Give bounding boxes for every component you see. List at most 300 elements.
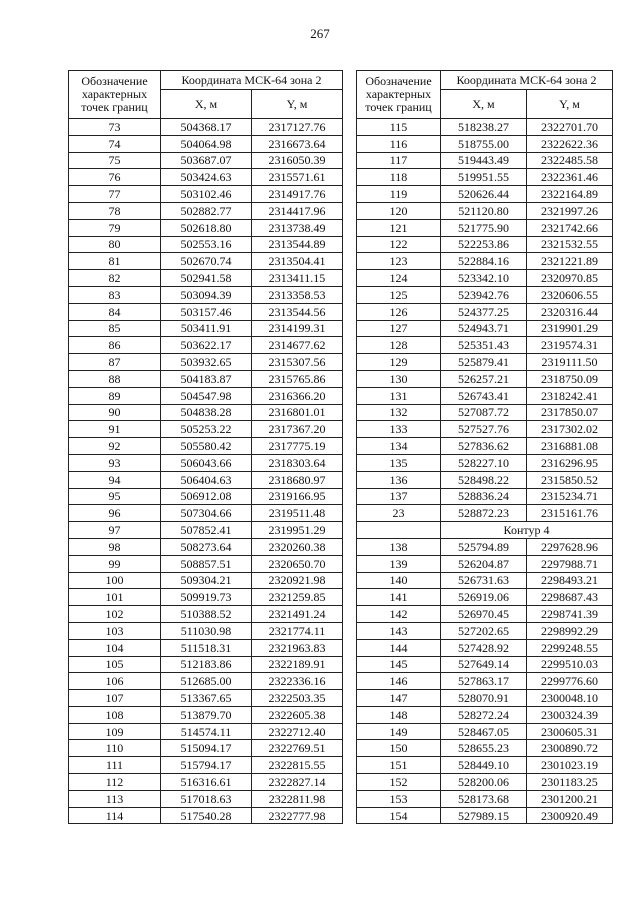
x-value: 503424.63: [161, 169, 252, 186]
table-row: [69, 286, 343, 303]
y-value: 2314417.96: [252, 202, 343, 219]
y-value: 2298741.39: [527, 606, 613, 623]
table-row: [357, 774, 613, 791]
x-value: 527428.92: [441, 639, 527, 656]
y-value: 2313738.49: [252, 219, 343, 236]
y-value: 2300890.72: [527, 740, 613, 757]
point-id: 124: [357, 270, 441, 287]
point-id: 122: [357, 236, 441, 253]
x-value: 519951.55: [441, 169, 527, 186]
table-row: [357, 320, 613, 337]
point-id: 144: [357, 639, 441, 656]
y-value: 2316050.39: [252, 152, 343, 169]
y-value: 2313358.53: [252, 286, 343, 303]
designation-header: Обозначение характерных точек границ: [69, 71, 161, 119]
x-value: 523342.10: [441, 270, 527, 287]
point-id: 23: [357, 505, 441, 522]
table-row: [357, 135, 613, 152]
y-value: 2319511.48: [252, 505, 343, 522]
table-row: [69, 807, 343, 824]
x-value: 526731.63: [441, 572, 527, 589]
x-value: 507304.66: [161, 505, 252, 522]
y-value: 2315234.71: [527, 488, 613, 505]
point-id: 121: [357, 219, 441, 236]
y-value: 2315307.56: [252, 354, 343, 371]
y-value: 2319166.95: [252, 488, 343, 505]
section-row: [357, 522, 613, 539]
table-row: [357, 656, 613, 673]
y-value: 2322811.98: [252, 790, 343, 807]
x-header: X, м: [441, 90, 527, 119]
x-value: 513367.65: [161, 690, 252, 707]
x-value: 511030.98: [161, 622, 252, 639]
table-row: [357, 706, 613, 723]
y-value: 2321491.24: [252, 606, 343, 623]
table-row: [69, 454, 343, 471]
y-value: 2322189.91: [252, 656, 343, 673]
point-id: 99: [69, 555, 161, 572]
x-value: 503622.17: [161, 337, 252, 354]
table-row: [357, 723, 613, 740]
coordinates-table-left: [68, 70, 343, 824]
point-id: 75: [69, 152, 161, 169]
y-value: 2322777.98: [252, 807, 343, 824]
y-value: 2322361.46: [527, 169, 613, 186]
table-row: [69, 270, 343, 287]
table-row: [69, 303, 343, 320]
y-value: 2320650.70: [252, 555, 343, 572]
x-value: 528655.23: [441, 740, 527, 757]
x-value: 526743.41: [441, 387, 527, 404]
y-value: 2322164.89: [527, 186, 613, 203]
table-row: [357, 370, 613, 387]
y-value: 2320260.38: [252, 538, 343, 555]
x-value: 502670.74: [161, 253, 252, 270]
point-id: 89: [69, 387, 161, 404]
y-value: 2320921.98: [252, 572, 343, 589]
y-value: 2322712.40: [252, 723, 343, 740]
y-value: 2300048.10: [527, 690, 613, 707]
y-value: 2317367.20: [252, 421, 343, 438]
y-value: 2317127.76: [252, 119, 343, 136]
table-row: [69, 186, 343, 203]
x-value: 504064.98: [161, 135, 252, 152]
point-id: 133: [357, 421, 441, 438]
x-value: 517018.63: [161, 790, 252, 807]
point-id: 100: [69, 572, 161, 589]
table-row: [69, 337, 343, 354]
table-row: [69, 690, 343, 707]
y-value: 2315571.61: [252, 169, 343, 186]
y-value: 2315850.52: [527, 471, 613, 488]
table-row: [357, 169, 613, 186]
x-value: 528227.10: [441, 454, 527, 471]
y-value: 2313411.15: [252, 270, 343, 287]
x-value: 528836.24: [441, 488, 527, 505]
y-value: 2318750.09: [527, 370, 613, 387]
x-value: 526970.45: [441, 606, 527, 623]
x-value: 513879.70: [161, 706, 252, 723]
y-value: 2315765.86: [252, 370, 343, 387]
y-value: 2319111.50: [527, 354, 613, 371]
table-row: [357, 438, 613, 455]
table-row: [69, 236, 343, 253]
table-row: [357, 740, 613, 757]
table-row: [357, 421, 613, 438]
point-id: 142: [357, 606, 441, 623]
x-value: 526204.87: [441, 555, 527, 572]
x-value: 504183.87: [161, 370, 252, 387]
x-value: 518755.00: [441, 135, 527, 152]
x-value: 524943.71: [441, 320, 527, 337]
table-row: [69, 169, 343, 186]
point-id: 108: [69, 706, 161, 723]
x-value: 505580.42: [161, 438, 252, 455]
point-id: 148: [357, 706, 441, 723]
y-value: 2315161.76: [527, 505, 613, 522]
point-id: 96: [69, 505, 161, 522]
x-value: 528200.06: [441, 774, 527, 791]
table-row: [357, 673, 613, 690]
point-id: 102: [69, 606, 161, 623]
table-row: [357, 488, 613, 505]
point-id: 97: [69, 522, 161, 539]
x-value: 528872.23: [441, 505, 527, 522]
x-value: 506404.63: [161, 471, 252, 488]
y-value: 2299776.60: [527, 673, 613, 690]
x-value: 504838.28: [161, 404, 252, 421]
point-id: 141: [357, 589, 441, 606]
y-value: 2322605.38: [252, 706, 343, 723]
point-id: 146: [357, 673, 441, 690]
y-value: 2299510.03: [527, 656, 613, 673]
point-id: 147: [357, 690, 441, 707]
y-value: 2318680.97: [252, 471, 343, 488]
x-value: 527989.15: [441, 807, 527, 824]
coordinate-header: Координата МСК-64 зона 2: [441, 71, 613, 90]
page-number: 267: [310, 26, 330, 41]
x-value: 509919.73: [161, 589, 252, 606]
table-row: [69, 135, 343, 152]
table-row: [69, 522, 343, 539]
table-row: [69, 438, 343, 455]
y-value: 2313544.89: [252, 236, 343, 253]
table-row: [357, 337, 613, 354]
y-value: 2297628.96: [527, 538, 613, 555]
table-row: [357, 790, 613, 807]
y-value: 2299248.55: [527, 639, 613, 656]
x-value: 516316.61: [161, 774, 252, 791]
x-value: 512685.00: [161, 673, 252, 690]
point-id: 82: [69, 270, 161, 287]
point-id: 140: [357, 572, 441, 589]
point-id: 136: [357, 471, 441, 488]
x-value: 518238.27: [441, 119, 527, 136]
y-value: 2314917.76: [252, 186, 343, 203]
y-value: 2314677.62: [252, 337, 343, 354]
table-row: [69, 555, 343, 572]
y-value: 2316296.95: [527, 454, 613, 471]
y-value: 2301183.25: [527, 774, 613, 791]
table-row: [357, 152, 613, 169]
y-value: 2321259.85: [252, 589, 343, 606]
x-value: 512183.86: [161, 656, 252, 673]
x-value: 502553.16: [161, 236, 252, 253]
coordinate-header: Координата МСК-64 зона 2: [161, 71, 343, 90]
x-value: 511518.31: [161, 639, 252, 656]
point-id: 93: [69, 454, 161, 471]
table-row: [357, 471, 613, 488]
point-id: 129: [357, 354, 441, 371]
table-row: [69, 320, 343, 337]
x-value: 528449.10: [441, 757, 527, 774]
table-row: [357, 270, 613, 287]
coordinates-table-right: [356, 70, 613, 824]
x-value: 526919.06: [441, 589, 527, 606]
table-row: [69, 774, 343, 791]
x-value: 515094.17: [161, 740, 252, 757]
point-id: 87: [69, 354, 161, 371]
point-id: 128: [357, 337, 441, 354]
point-id: 134: [357, 438, 441, 455]
point-id: 143: [357, 622, 441, 639]
x-value: 527649.14: [441, 656, 527, 673]
table-row: [357, 538, 613, 555]
x-value: 528070.91: [441, 690, 527, 707]
point-id: 92: [69, 438, 161, 455]
x-value: 527527.76: [441, 421, 527, 438]
y-value: 2322622.36: [527, 135, 613, 152]
point-id: 86: [69, 337, 161, 354]
table-row: [357, 236, 613, 253]
y-value: 2318242.41: [527, 387, 613, 404]
point-id: 76: [69, 169, 161, 186]
table-row: [69, 354, 343, 371]
table-row: [357, 622, 613, 639]
y-value: 2298687.43: [527, 589, 613, 606]
table-row: [69, 723, 343, 740]
table-row: [69, 488, 343, 505]
table-row: [69, 387, 343, 404]
point-id: 73: [69, 119, 161, 136]
point-id: 81: [69, 253, 161, 270]
table-row: [357, 639, 613, 656]
y-value: 2317850.07: [527, 404, 613, 421]
x-value: 503411.91: [161, 320, 252, 337]
point-id: 153: [357, 790, 441, 807]
point-id: 78: [69, 202, 161, 219]
point-id: 84: [69, 303, 161, 320]
y-value: 2316881.08: [527, 438, 613, 455]
x-value: 504368.17: [161, 119, 252, 136]
point-id: 107: [69, 690, 161, 707]
point-id: 98: [69, 538, 161, 555]
point-id: 145: [357, 656, 441, 673]
x-value: 506912.08: [161, 488, 252, 505]
point-id: 120: [357, 202, 441, 219]
x-value: 522884.16: [441, 253, 527, 270]
x-value: 504547.98: [161, 387, 252, 404]
point-id: 119: [357, 186, 441, 203]
table-row: [69, 740, 343, 757]
y-value: 2297988.71: [527, 555, 613, 572]
x-value: 527087.72: [441, 404, 527, 421]
y-value: 2316673.64: [252, 135, 343, 152]
table-row: [69, 119, 343, 136]
table-row: [357, 354, 613, 371]
point-id: 131: [357, 387, 441, 404]
table-row: [69, 253, 343, 270]
x-value: 523942.76: [441, 286, 527, 303]
point-id: 114: [69, 807, 161, 824]
table-row: [69, 572, 343, 589]
x-value: 524377.25: [441, 303, 527, 320]
table-row: [357, 119, 613, 136]
table-row: [357, 690, 613, 707]
y-value: 2301023.19: [527, 757, 613, 774]
point-id: 130: [357, 370, 441, 387]
y-value: 2319574.31: [527, 337, 613, 354]
x-value: 510388.52: [161, 606, 252, 623]
point-id: 154: [357, 807, 441, 824]
table-row: [357, 186, 613, 203]
x-value: 503932.65: [161, 354, 252, 371]
table-row: [69, 589, 343, 606]
point-id: 90: [69, 404, 161, 421]
x-value: 528173.68: [441, 790, 527, 807]
x-value: 528467.05: [441, 723, 527, 740]
x-value: 507852.41: [161, 522, 252, 539]
point-id: 80: [69, 236, 161, 253]
x-value: 502882.77: [161, 202, 252, 219]
table-row: [69, 757, 343, 774]
y-value: 2320606.55: [527, 286, 613, 303]
table-row: [357, 387, 613, 404]
y-value: 2300920.49: [527, 807, 613, 824]
table-row: [357, 606, 613, 623]
y-value: 2322827.14: [252, 774, 343, 791]
y-header: Y, м: [527, 90, 613, 119]
point-id: 126: [357, 303, 441, 320]
point-id: 91: [69, 421, 161, 438]
x-value: 520626.44: [441, 186, 527, 203]
point-id: 127: [357, 320, 441, 337]
y-value: 2322336.16: [252, 673, 343, 690]
table-row: [357, 219, 613, 236]
point-id: 139: [357, 555, 441, 572]
y-value: 2318303.64: [252, 454, 343, 471]
x-value: 527202.65: [441, 622, 527, 639]
table-row: [69, 505, 343, 522]
x-value: 521775.90: [441, 219, 527, 236]
x-value: 502618.80: [161, 219, 252, 236]
table-row: [69, 606, 343, 623]
section-title: Контур 4: [441, 522, 613, 539]
x-value: 508273.64: [161, 538, 252, 555]
point-id: 105: [69, 656, 161, 673]
table-row: [69, 152, 343, 169]
table-row: [357, 404, 613, 421]
point-id: 125: [357, 286, 441, 303]
y-value: 2322503.35: [252, 690, 343, 707]
y-value: 2298493.21: [527, 572, 613, 589]
x-value: 525879.41: [441, 354, 527, 371]
y-value: 2319901.29: [527, 320, 613, 337]
y-value: 2321742.66: [527, 219, 613, 236]
table-row: [357, 757, 613, 774]
table-row: [357, 286, 613, 303]
y-value: 2322485.58: [527, 152, 613, 169]
table-row: [69, 790, 343, 807]
y-value: 2320316.44: [527, 303, 613, 320]
point-id: 104: [69, 639, 161, 656]
table-row: [357, 572, 613, 589]
point-id: 110: [69, 740, 161, 757]
point-id: 83: [69, 286, 161, 303]
x-value: 505253.22: [161, 421, 252, 438]
x-value: 527836.62: [441, 438, 527, 455]
y-header: Y, м: [252, 90, 343, 119]
y-value: 2300605.31: [527, 723, 613, 740]
table-row: [69, 471, 343, 488]
y-value: 2300324.39: [527, 706, 613, 723]
y-value: 2322769.51: [252, 740, 343, 757]
y-value: 2321997.26: [527, 202, 613, 219]
y-value: 2316366.20: [252, 387, 343, 404]
point-id: 79: [69, 219, 161, 236]
x-value: 528498.22: [441, 471, 527, 488]
x-value: 526257.21: [441, 370, 527, 387]
x-value: 522253.86: [441, 236, 527, 253]
y-value: 2321774.11: [252, 622, 343, 639]
x-value: 519443.49: [441, 152, 527, 169]
x-value: 515794.17: [161, 757, 252, 774]
table-row: [69, 673, 343, 690]
x-value: 528272.24: [441, 706, 527, 723]
point-id: 94: [69, 471, 161, 488]
table-row: [357, 202, 613, 219]
table-row: [357, 589, 613, 606]
table-row: [69, 202, 343, 219]
point-id: 77: [69, 186, 161, 203]
x-value: 509304.21: [161, 572, 252, 589]
y-value: 2320970.85: [527, 270, 613, 287]
point-id: 95: [69, 488, 161, 505]
x-value: 521120.80: [441, 202, 527, 219]
point-id: 88: [69, 370, 161, 387]
y-value: 2298992.29: [527, 622, 613, 639]
point-id: 138: [357, 538, 441, 555]
table-row: [69, 656, 343, 673]
y-value: 2313544.56: [252, 303, 343, 320]
y-value: 2317775.19: [252, 438, 343, 455]
x-value: 506043.66: [161, 454, 252, 471]
table-row: [357, 253, 613, 270]
point-id: 152: [357, 774, 441, 791]
x-value: 508857.51: [161, 555, 252, 572]
x-value: 503157.46: [161, 303, 252, 320]
x-value: 525351.43: [441, 337, 527, 354]
point-id: 118: [357, 169, 441, 186]
x-value: 503687.07: [161, 152, 252, 169]
y-value: 2313504.41: [252, 253, 343, 270]
point-id: 151: [357, 757, 441, 774]
y-value: 2321221.89: [527, 253, 613, 270]
x-value: 502941.58: [161, 270, 252, 287]
table-row: [69, 404, 343, 421]
point-id: 113: [69, 790, 161, 807]
x-header: X, м: [161, 90, 252, 119]
